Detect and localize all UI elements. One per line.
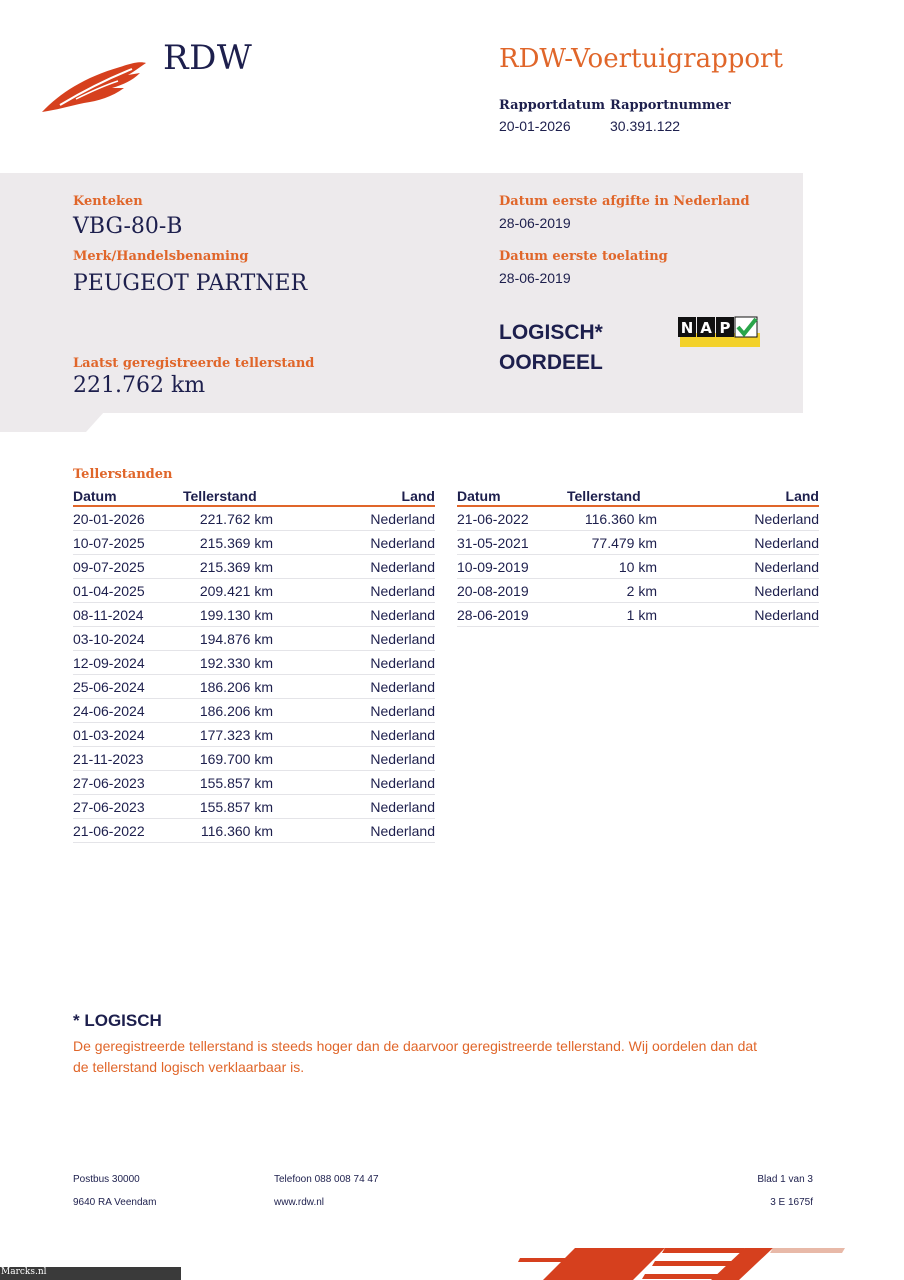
report-number: 30.391.122	[610, 118, 681, 134]
reading-odometer: 169.700 km	[199, 750, 273, 767]
reading-country: Nederland	[370, 798, 435, 815]
reading-odometer: 221.762 km	[199, 510, 273, 527]
reading-country: Nederland	[370, 726, 435, 743]
reading-date: 09-07-2025	[73, 558, 145, 575]
table-row	[73, 627, 435, 651]
reading-odometer: 155.857 km	[199, 798, 273, 815]
reading-date: 27-06-2023	[73, 798, 145, 815]
reading-date: 21-06-2022	[457, 510, 529, 527]
footer-website[interactable]: www.rdw.nl	[274, 1197, 325, 1208]
table-row	[457, 579, 819, 603]
table-header	[73, 488, 435, 507]
report-title: RDW-Voertuigrapport	[499, 44, 783, 74]
table-row	[73, 771, 435, 795]
table-header	[457, 488, 819, 507]
table-row	[457, 603, 819, 627]
table-row	[73, 507, 435, 531]
table-row	[73, 723, 435, 747]
first-issue-label: Datum eerste afgifte in Nederland	[499, 194, 750, 209]
table-row	[73, 699, 435, 723]
table-row	[73, 747, 435, 771]
footer-document-code: 3 E 1675f	[770, 1197, 813, 1208]
reading-date: 20-08-2019	[457, 582, 529, 599]
reading-country: Nederland	[370, 822, 435, 839]
vehicle-make: PEUGEOT PARTNER	[73, 271, 308, 296]
reading-date: 21-06-2022	[73, 822, 145, 839]
reading-odometer: 199.130 km	[199, 606, 273, 623]
reading-country: Nederland	[370, 750, 435, 767]
rdw-stripes-decoration	[515, 1244, 904, 1280]
column-header-country: Land	[401, 488, 435, 504]
table-row	[73, 675, 435, 699]
reading-date: 03-10-2024	[73, 630, 145, 647]
table-row	[73, 579, 435, 603]
reading-country: Nederland	[370, 582, 435, 599]
footnote-title: * LOGISCH	[73, 1011, 162, 1030]
reading-date: 31-05-2021	[457, 534, 529, 551]
footer-address-line-1: Postbus 30000	[73, 1174, 140, 1185]
brand-name: RDW	[163, 38, 253, 78]
table-row	[73, 651, 435, 675]
report-number-label: Rapportnummer	[610, 98, 731, 113]
reading-country: Nederland	[370, 534, 435, 551]
watermark-text: Marcks.nl	[1, 1267, 47, 1277]
reading-country: Nederland	[370, 774, 435, 791]
readings-table-left	[73, 488, 435, 843]
reading-country: Nederland	[370, 630, 435, 647]
reading-odometer: 1 km	[626, 606, 657, 623]
column-header-country: Land	[785, 488, 819, 504]
reading-country: Nederland	[370, 702, 435, 719]
reading-odometer: 209.421 km	[199, 582, 273, 599]
reading-date: 25-06-2024	[73, 678, 145, 695]
column-header-date: Datum	[457, 488, 501, 504]
nap-badge-icon	[678, 315, 760, 347]
reading-country: Nederland	[754, 582, 819, 599]
reading-date: 01-04-2025	[73, 582, 145, 599]
table-row	[73, 555, 435, 579]
column-header-date: Datum	[73, 488, 117, 504]
reading-odometer: 2 km	[626, 582, 657, 599]
table-row	[73, 819, 435, 843]
reading-country: Nederland	[754, 558, 819, 575]
reading-country: Nederland	[370, 678, 435, 695]
reading-country: Nederland	[754, 534, 819, 551]
first-issue-date: 28-06-2019	[499, 215, 571, 231]
footer-page-number: Blad 1 van 3	[757, 1174, 813, 1185]
verdict-line-2: OORDEEL	[499, 351, 603, 374]
reading-date: 08-11-2024	[73, 606, 144, 623]
reading-date: 10-09-2019	[457, 558, 529, 575]
reading-odometer: 116.360 km	[200, 822, 273, 839]
column-header-odometer: Tellerstand	[567, 488, 641, 504]
panel-tail-decoration	[0, 412, 104, 432]
reading-country: Nederland	[370, 606, 435, 623]
reading-odometer: 177.323 km	[199, 726, 273, 743]
plate-label: Kenteken	[73, 194, 143, 209]
reading-country: Nederland	[754, 606, 819, 623]
readings-table-right	[457, 488, 819, 627]
table-row	[457, 555, 819, 579]
reading-odometer: 186.206 km	[199, 702, 273, 719]
footnote-text: De geregistreerde tellerstand is steeds hoger dan de daarvoor geregistreerde tellerstand. Wij oordelen dan dat de tellerstand logisch verklaarbaar is.	[73, 1038, 758, 1075]
reading-country: Nederland	[370, 654, 435, 671]
reading-odometer: 116.360 km	[584, 510, 657, 527]
make-label: Merk/Handelsbenaming	[73, 249, 249, 264]
report-date: 20-01-2026	[499, 118, 571, 134]
table-body-right	[457, 507, 819, 627]
reading-date: 20-01-2026	[73, 510, 145, 527]
reading-odometer: 186.206 km	[199, 678, 273, 695]
nap-letter-p: P	[719, 319, 731, 337]
odometer-label: Laatst geregistreerde tellerstand	[73, 356, 315, 371]
readings-title: Tellerstanden	[73, 467, 173, 482]
rdw-logo-icon	[40, 55, 150, 117]
odometer-value: 221.762 km	[73, 373, 206, 398]
table-row	[73, 603, 435, 627]
reading-date: 21-11-2023	[73, 750, 144, 767]
footer-address-line-2: 9640 RA Veendam	[73, 1197, 157, 1208]
table-row	[457, 531, 819, 555]
verdict	[499, 318, 603, 378]
reading-date: 01-03-2024	[73, 726, 145, 743]
nap-letter-a: A	[700, 319, 712, 337]
reading-country: Nederland	[370, 558, 435, 575]
verdict-line-1: LOGISCH*	[499, 321, 603, 344]
reading-odometer: 155.857 km	[199, 774, 273, 791]
nap-letter-n: N	[680, 319, 694, 337]
reading-odometer: 192.330 km	[199, 654, 273, 671]
reading-date: 10-07-2025	[73, 534, 145, 551]
first-admission-label: Datum eerste toelating	[499, 249, 668, 264]
reading-date: 27-06-2023	[73, 774, 145, 791]
reading-odometer: 77.479 km	[591, 534, 657, 551]
reading-date: 28-06-2019	[457, 606, 529, 623]
table-body-left	[73, 507, 435, 843]
reading-date: 12-09-2024	[73, 654, 145, 671]
footer-phone: Telefoon 088 008 74 47	[274, 1174, 379, 1185]
reading-odometer: 194.876 km	[199, 630, 273, 647]
table-row	[457, 507, 819, 531]
reading-odometer: 215.369 km	[199, 558, 273, 575]
license-plate: VBG-80-B	[73, 214, 183, 239]
reading-odometer: 215.369 km	[199, 534, 273, 551]
table-row	[73, 531, 435, 555]
table-row	[73, 795, 435, 819]
reading-country: Nederland	[754, 510, 819, 527]
reading-odometer: 10 km	[618, 558, 657, 575]
report-date-label: Rapportdatum	[499, 98, 605, 113]
reading-date: 24-06-2024	[73, 702, 145, 719]
reading-country: Nederland	[370, 510, 435, 527]
first-admission-date: 28-06-2019	[499, 270, 571, 286]
column-header-odometer: Tellerstand	[183, 488, 257, 504]
